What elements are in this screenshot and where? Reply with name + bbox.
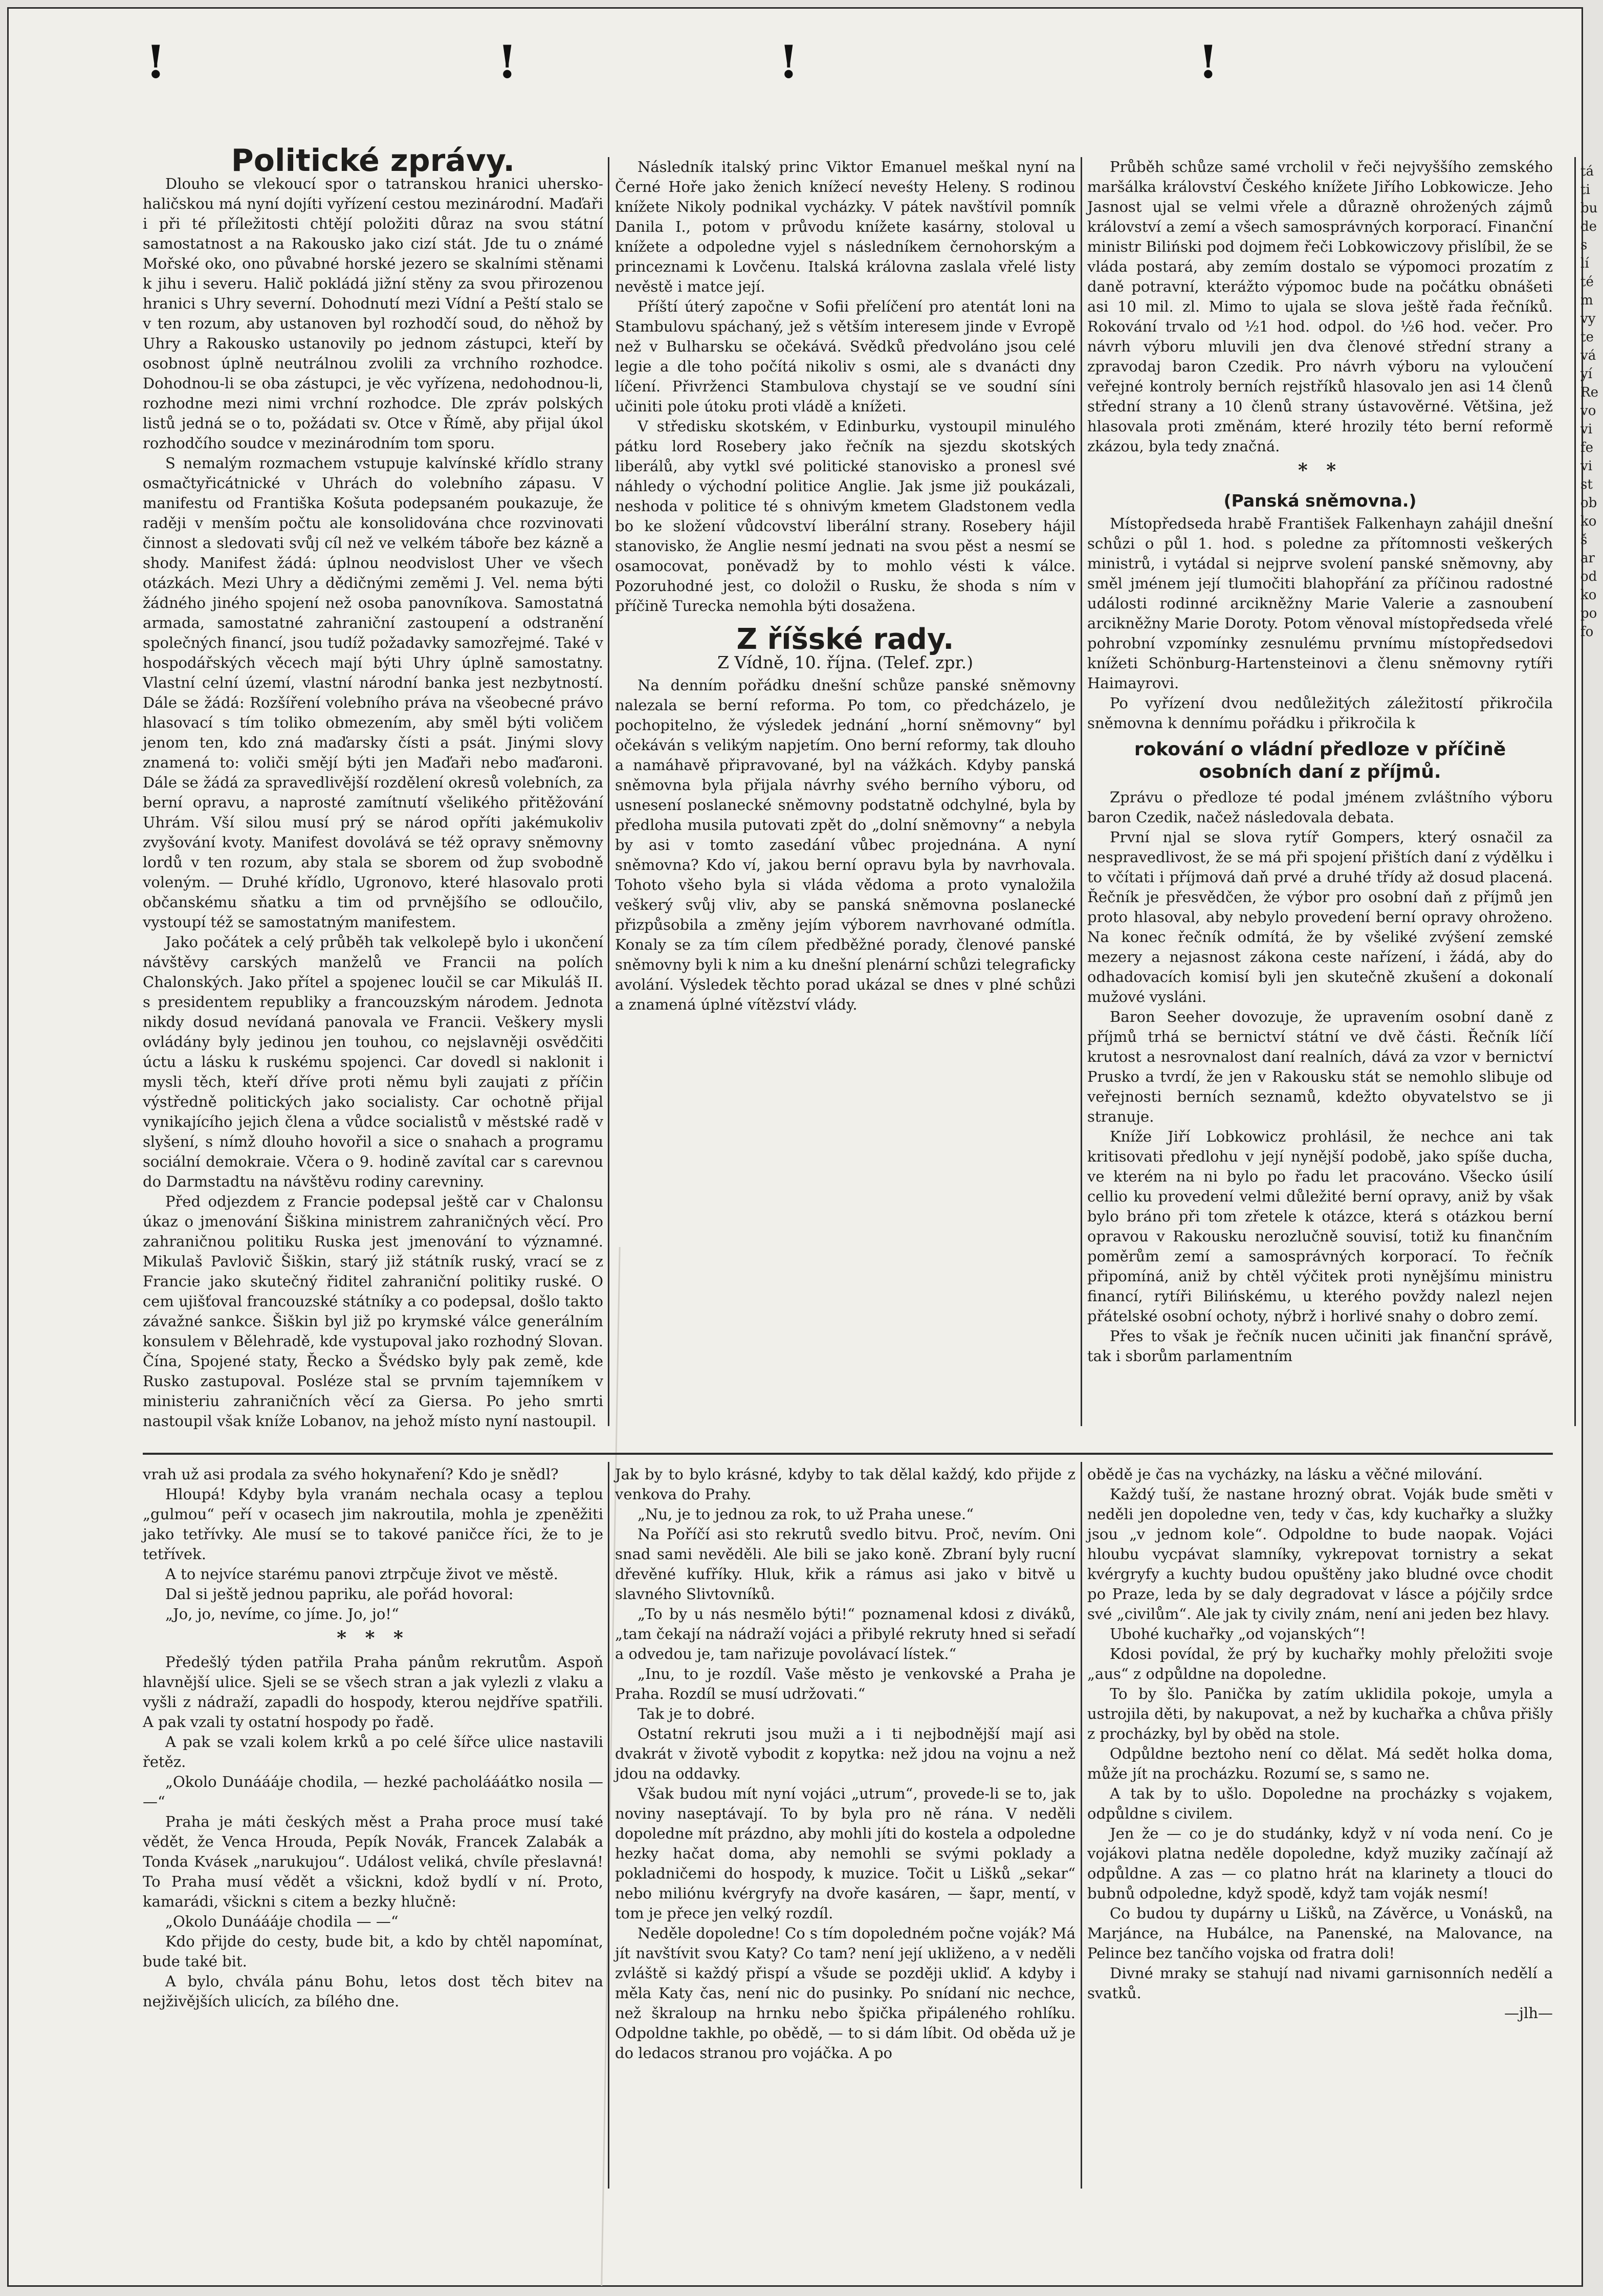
- feuilleton-paragraph: A bylo, chvála pánu Bohu, letos dost těch bitev na nejživějších ulicích, za bílého dne.: [143, 1973, 603, 2010]
- section-title-rise: Z říšské rady.: [736, 623, 954, 656]
- feuilleton-paragraph: vrah už asi prodala za svého hokynaření? Kdo je snědl?: [143, 1466, 559, 1483]
- feuilleton-paragraph: Hloupá! Kdyby byla vranám nechala ocasy a teplou „gulmou“ peří v ocasech jim nakroutila, mohla je zpeněžiti jako tetřívky. Ale musí se to takové paničce říci, že to je tetřívek.: [143, 1485, 603, 1563]
- print-mark: !: [1198, 35, 1218, 89]
- feuilleton-paragraph: Praha je máti českých měst a Praha proce musí také vědět, že Venca Hrouda, Pepík Novák, Francek Zalabák a Tonda Kvásek „narukujou“. Událost veliká, chvíle přeslavná! To Praha musí vědět a všickni, kdož bydlí v ní. Proto, kamarádi, všickni s citem a bezky hlučně:: [143, 1813, 603, 1910]
- feuilleton-paragraph: Na Poříčí asi sto rekrutů svedlo bitvu. Proč, nevím. Oni snad sami nevěděli. Ale bili se jako koně. Zbraní byly rucní dřevěné kufříky. Hluk, křik a rámus asi jako v bitvě u slavného Slivtovníků.: [615, 1525, 1075, 1603]
- article-paragraph: Jako počátek a celý průběh tak velkolepě bylo i ukončení návštěvy carských manželů ve Francii na polích Chalonských. Jako přítel a spojenec loučil se car Mikuláš II. s presidentem republiky a francouzským národem. Jednota nikdy dosud nevídaná panovala ve Francii. Veškery mysli ovládány byly jedinou jen touhou, co nejslavněji osvědčiti úctu a lásku k ruskému spojenci. Car dovedl si naklonit i mysli těch, kteří dříve proti němu byli zaujati z příčin výstředně politických jako socialisty. Car ochotně přijal vynikajícího jejich člena a vůdce socialistů v městské radě v slyšení, s nímž dlouho hovořil a sice o snahach a programu sociální demokraie. Včera o 9. hodině zavítal car s carevnou do Darmstadtu na návštěvu rodiny carevniny.: [143, 933, 603, 1190]
- feuilleton-column-1: [143, 1464, 603, 2191]
- feuilleton-paragraph: Kdosi povídal, že prý by kuchařky mohly přeložiti svoje „aus“ z odpůldne na dopoledne.: [1087, 1645, 1553, 1682]
- article-paragraph: Kníže Jiří Lobkowicz prohlásil, že nechce ani tak kritisovati předlohu v její nynější podobě, jako spíše ducha, ve kterém na ni bylo po řadu let pracováno. Všecko úsilí cellio ku provedení velmi důležité berní opravy, aniž by však bylo bráno při tom zřetele k otázce, která s otázkou berní opravou v Rakousku nerozlučně souvisí, totiž ku finančním poměrům zemí a samosprávných korporací. To řečník připomíná, aniž by chtěl výčitek proti nynějšímu ministru financí, rytíři Bilińskému, u kterého povždy nalezl nejen přátelské osobní ochoty, nýbrž i horlivé snahy o dobro zemí.: [1087, 1128, 1553, 1325]
- author-signature: —jlh—: [1504, 2004, 1553, 2022]
- article-paragraph: Následník italský princ Viktor Emanuel meškal nyní na Černé Hoře jako ženich knížecí neveśty Heleny. S rodinou knížete Nikoly podnikal vycházky. V pátek navštívil pomník Danila I., potom v průvodu knížete kasárny, stoloval u knížete a odpoledne vyjel s následníkem černohorským a princeznami k Lovčenu. Italská královna zaslala vřelé listy nevěstě i matce její.: [615, 158, 1075, 295]
- section-divider: * *: [1298, 460, 1343, 481]
- article-paragraph: Příští úterý započne v Sofii přelíčení pro atentát loni na Stambulovu spáchaný, jež s větším interesem jinde v Evropě než v Bulharsku se očekává. Svědků předvoláno jsou celé legie a dle toho počítá nikoliv s osmi, ale s dvanácti dny líčení. Přivrženci Stambulova chystají se ve soudní síni učiniti pole útoku proti vládě a knížeti.: [615, 298, 1075, 415]
- article-paragraph: Dlouho se vlekoucí spor o tatranskou hranici uhersko-haličskou má nyní dojíti vyřízení cestou mezinárodní. Maďaři i při té příležitosti chtějí položiti důraz na svou státní samostatnost a na Rakousko jako cizí stát. Jde tu o známé Mořské oko, ono půvabné horské jezero se skalními stěnami k jihu i severu. Halič pokládá jižní stěny za svou přirozenou hranici s Uhry severní. Dohodnutí mezi Vídní a Peští stalo se v ten rozum, aby ustanoven byl rozhodčí soud, do něhož by Uhry a Rakousko ustanovily po jednom zástupci, kteří by osobnost úplně neutrálnou zvolili za vrchního rozhodce. Dohodnou-li se oba zástupci, je věc vyřízena, nedohodnou-li, rozhodne mezi nimi vrchní rozhodce. Dle zpráv polských listů jedná se o to, požádati sv. Otce v Římě, aby přijal úkol rozhodčího soudce v mezinárodním tom sporu.: [143, 175, 603, 452]
- column-rule: [608, 157, 609, 1426]
- article-paragraph: Před odjezdem z Francie podepsal ještě car v Chalonsu úkaz o jmenování Šiškina ministrem zahraničných věcí. Pro zahraničnou politiku Ruska jest jmenování to významné. Mikulaš Pavlovič Šiškin, starý již státník ruský, vrací se z Francie jako skutečný řiditel zahraniční politiky ruské. O cem ujišťoval francouzské státníky a co podepsal, došlo takto závažné sankce. Šiškin byl již po krymské válce generálním konsulem v Bělehradě, kde vystupoval jako rozhodný Slovan. Čína, Spojené staty, Řecko a Švédsko byly pak země, kde Rusko zastupoval. Posléze stal se prvním tajemníkem v ministeriu zahraničních věcí za Giersa. Po jeho smrti nastoupil však kníže Lobanov, na jehož místo nyní nastoupil.: [143, 1193, 603, 1430]
- section-title-politicke: Politické zprávy.: [231, 143, 515, 179]
- print-mark: !: [779, 35, 799, 89]
- column-2: [615, 157, 1075, 1441]
- feuilleton-column-3: [1087, 1464, 1553, 2191]
- section-subtitle: rokování o vládní předloze v příčině osobních daní z příjmů.: [1134, 739, 1506, 782]
- feuilleton-paragraph: To by šlo. Panička by zatím uklidila pokoje, umyla a ustrojila děti, by nakupovat, a než by kuchařka a chůva přišly z procházky, byl by oběd na stole.: [1087, 1685, 1553, 1742]
- section-divider: * * *: [337, 1627, 409, 1649]
- article-paragraph: Místopředseda hrabě František Falkenhayn zahájil dnešní schůzi o půl 1. hod. s poledne za přítomnosti veškerých ministrů, i vytádal si nejprve svolení panské sněmovny, aby směl jménem její tlumočiti blahopřání za příčinou radostné události rodinné arcikněžny Marie Valerie a zasnoubení arcikněžny Marie Doroty. Potom věnoval místopředseda vřelé pohrobní vzpomínky zesnulému prvnímu místopředsedovi knížeti Schönburg-Hartensteinovi a členu sněmovny rytíři Haimayrovi.: [1087, 515, 1553, 692]
- feuilleton-paragraph: „Jo, jo, nevíme, co jíme. Jo, jo!“: [165, 1605, 399, 1623]
- newspaper-page: [7, 7, 1598, 2287]
- article-paragraph: Průběh schůze samé vrcholil v řeči nejvyššího zemského maršálka království Českého knížete Jiřího Lobkowicze. Jeho Jasnost ujal se velmi vřele a důrazně ohrožených zájmů království a zemí a všech samosprávných korporací. Finanční ministr Biliński pod dojmem řeči Lobkowiczovy přislíbil, že se vláda postará, aby zemím dostalo se výpomoci prozatím z daně potravní, kterážto výpomoc bude na počátku obnášeti asi 10 mil. zl. Mimo to ujala se slova ještě řada řečníků. Rokování trvalo od ½1 hod. odpol. do ½6 hod. večer. Pro návrh výboru mluvili jen dva členové střední strany a zpravodaj baron Czedik. Pro návrh výboru na vyloučení veřejné kontroly berních rejstříků hlasovalo jen asi 14 členů střední strany a 10 členů strany ústavověrné. Většina, jež hlasovala proti změnám, které hrozily této berní reformě zkázou, byla tedy značná.: [1087, 158, 1553, 455]
- article-paragraph: Po vyřízení dvou nedůležitých záležitostí přikročila sněmovna k dennímu pořádku i přikročila k: [1087, 694, 1553, 732]
- feuilleton-paragraph: A pak se vzali kolem krků a po celé šířce ulice nastavili řetěz.: [143, 1733, 603, 1770]
- column-rule: [608, 1462, 609, 2189]
- feuilleton-paragraph: A to nejvíce starému panovi ztrpčuje život ve městě.: [165, 1565, 558, 1583]
- column-1: [143, 143, 603, 1447]
- feuilleton-paragraph: Co budou ty dupárny u Lišků, na Závěrce, u Vonásků, na Marjánce, na Hubálce, na Panenské, na Malovance, na Pelince bez tančího vojska od fratra doli!: [1087, 1905, 1553, 1962]
- feuilleton-paragraph: Divné mraky se stahují nad nivami garnisonních nedělí a svatků.: [1087, 1964, 1553, 2002]
- feuilleton-column-2: [615, 1464, 1075, 2191]
- feuilleton-paragraph: Předešlý týden patřila Praha pánům rekrutům. Aspoň hlavnější ulice. Sjeli se se všech stran a jak vylezli z vlaku a vyšli z nádraží, zapadli do hospody, kterou nejdříve spatřili. A pak vzali ty ostatní hospody po řadě.: [143, 1653, 603, 1731]
- adjacent-column-fragment: tá ti bu de s lí té m vy te vá yí Re vo vi fe vi st ob ko š ar od ko po fo: [1580, 164, 1598, 640]
- feuilleton-paragraph: Tak je to dobré.: [638, 1705, 755, 1722]
- feuilleton-paragraph: „Okolo Dunáááje chodila, — hezké pacholááátko nosila — —“: [143, 1773, 603, 1810]
- feuilleton-separator: [143, 1453, 1553, 1455]
- dateline: Z Vídně, 10. října. (Telef. zpr.): [717, 652, 974, 672]
- column-rule: [1081, 1462, 1082, 2189]
- article-paragraph: V středisku skotském, v Edinburku, vystoupil minulého pátku lord Rosebery jako řečník na sjezdu skotských liberálů, aby vytkl své politické stanovisko a pronesl své náhledy o východní politice Anglie. Jak jsme již poukázali, neshoda v politice té s ohnivým kmetem Gladstonem vedla bo ke složení vůdcovství liberální strany. Rosebery hájil stanovisko, že Anglie nesmí jednati na svou pěst a nesmí se osamocovat, poněvadž by to mohlo vésti k válce. Pozoruhodné jest, co doložil o Rusku, že shoda s ním v příčině Turecka nemohla býti dosažena.: [615, 418, 1075, 615]
- feuilleton-paragraph: „Nu, je to jednou za rok, to už Praha unese.“: [638, 1505, 974, 1523]
- feuilleton-paragraph: obědě je čas na vycházky, na lásku a věčné milování.: [1087, 1466, 1483, 1483]
- article-paragraph: Přes to však je řečník nucen učiniti jak finanční správě, tak i sborům parlamentním: [1087, 1327, 1553, 1365]
- feuilleton-paragraph: Kdo přijde do cesty, bude bit, a kdo by chtěl napomínat, bude také bit.: [143, 1933, 603, 1970]
- article-paragraph: Baron Seeher dovozuje, že upravením osobní daně z příjmů trhá se bernictví státní ve dvě části. Řečník líčí krutost a nesrovnalost daní realních, dává za vzor v bernictví Prusko a tvrdí, že jen v Rakousku stát se nemohlo slibuje od veřejnosti berních seznamů, kdežto obyvatelstvo se ji stranuje.: [1087, 1008, 1553, 1125]
- feuilleton-paragraph: Ubohé kuchařky „od vojanských“!: [1110, 1625, 1366, 1643]
- feuilleton-paragraph: Dal si ještě jednou papriku, ale pořád hovoral:: [165, 1585, 514, 1603]
- article-paragraph: S nemalým rozmachem vstupuje kalvínské křídlo strany osmačtyřicátnické v Uhrách do volebního zápasu. V manifestu od Františka Košuta podepsaném poukazuje, že raději v menším počtu ale konsolidována chce rozvinovati činnost a sledovati svůj cíl než ve velkém táboře bez kázně a shody. Manifest žádá: úplnou neodvislost Uher ve všech otázkách. Mezi Uhry a dědičnými zeměmi J. Vel. nema býti žádného jiného spojení než osoba panovníkova. Samostatná armada, samostatné zahraniční zastoupení a odstranění společných financí, jsou tudíž požadavky samozřejmé. Také v hospodářských věcech mají býti Uhry úplně samostatny. Vlastní celní území, vlastní národní banka jest nezbytností. Dále se žádá: Rozšíření volebního práva na všeobecné právo hlasovací s tím toliko obmezením, aby směl býti voličem jenom ten, kdo zná maďarsky čísti a psát. Jinými slovy znamená to: voliči smějí býti jen Maďaři nebo maďaroni. Dále se žádá za spravedlivější rozdělení okresů volebních, za berní opravu, a naprosté zamítnutí všelikého přitěžování Uhrám. Vší silou musí prý se národ opříti jakémukoliv zvyšování kvoty. Manifest dovolává se též opravy sněmovny lordů v ten rozum, aby stala se sborem od žup svobodně voleným. — Druhé křídlo, Ugronovo, které hlasovalo proti občanskému sňatku a tim od prvnějšího se odloučilo, vystoupí též se samostatným manifestem.: [143, 454, 603, 931]
- section-title-panska: (Panská sněmovna.): [1223, 491, 1417, 511]
- feuilleton-paragraph: Jen že — co je do studánky, když v ní voda není. Co je vojákovi platna neděle dopoledne, když muziky začínají až odpůldne. A zas — co platno hrát na klarinety a tlouci do bubnů odpoledne, když spodě, když tam voják nesmí!: [1087, 1825, 1553, 1902]
- column-3: [1087, 157, 1553, 1441]
- feuilleton-paragraph: Odpůldne beztoho není co dělat. Má sedět holka doma, může jít na procházku. Rozumí se, s samo ne.: [1087, 1745, 1553, 1782]
- feuilleton-paragraph: Každý tuší, že nastane hrozný obrat. Voják bude směti v neděli jen dopoledne ven, tedy v čas, kdy kuchařky a služky jsou „v jednom kole“. Odpoldne to bude naopak. Vojáci hloubu vycpávat slamníky, vykrepovat tornistry a sekat kvérgryfy a kuchty budou opuštěny jako bludné ovce chodit po Praze, leda by se daly degradovat v lásce a pójčily srdce své „civilům“. Ale jak ty civily znám, není ani jeden bez hlavy.: [1087, 1485, 1553, 1623]
- feuilleton-paragraph: „Okolo Dunáááje chodila — —“: [165, 1913, 399, 1930]
- print-mark: !: [497, 35, 517, 89]
- feuilleton-paragraph: „Inu, to je rozdíl. Vaše město je venkovské a Praha je Praha. Rozdíl se musí udržovati.“: [615, 1665, 1075, 1702]
- feuilleton-paragraph: Neděle dopoledne! Co s tím dopoledném počne voják? Má jít navštívit svou Katy? Co tam? není její ukliženo, a v neděli zvláště si každý přispí a všude se později ukliď. A kdyby i měla Katy čas, není nic do pusinky. Po snídaní nic nechce, než škraloup na hrnku nebo špička připáleného rohlíku. Odpoldne takhle, po obědě, — to si dám líbit. Od oběda už je do ledacos stranou pro vojáčka. A po: [615, 1925, 1075, 2062]
- feuilleton-paragraph: Ostatní rekruti jsou muži a i ti nejbodnější mají asi dvakrát v životě vybodit z kopytka: než jdou na vojnu a než jdou na oddavky.: [615, 1725, 1075, 1782]
- column-rule: [1574, 157, 1576, 1426]
- article-paragraph: Zprávu o předloze té podal jménem zvláštního výboru baron Czedik, načež následovala debata.: [1087, 789, 1553, 826]
- article-paragraph: První njal se slova rytíř Gompers, který osnačil za nespravedlivost, že se má při spojení přištích daní z výdělku i to včítati i příjmová daň prvé a druhé třídy až dosud placená. Řečník je přesvědčen, že výbor pro osobní daň z příjmů jen proto hlasoval, aby nebylo provedení berní opravy ohroženo. Na konec řečník odmítá, že by všeliké zvýšení zemské mezery a nejasnost zákona ceste nařízení, i žádá, aby do odhadovacích komisí byli jen skutečně zkušení a dokonalí mužové vysláni.: [1087, 828, 1553, 1005]
- feuilleton-paragraph: Však budou mít nyní vojáci „utrum“, provede-li se to, jak noviny naseptávají. To by byla pro ně rána. V neděli dopoledne mít prázdno, aby mohli jíti do kostela a odpoledne hezky hačat doma, aby nemohli se svými poklady a pokladničemi do hospody, k muzice. Točit u Lišků „sekar“ nebo miliónu kvérgryfy na dvoře kasáren, — šapr, mentí, v tom je přece jen velký rozdíl.: [615, 1785, 1075, 1922]
- feuilleton-paragraph: „To by u nás nesmělo býti!“ poznamenal kdosi z diváků, „tam čekají na nádraží vojáci a přibylé rekruty hned si seřadí a odvedou je, tam nařizuje povolávací lístek.“: [615, 1605, 1075, 1663]
- feuilleton-paragraph: Jak by to bylo krásné, kdyby to tak dělal každý, kdo přijde z venkova do Prahy.: [615, 1466, 1075, 1503]
- column-rule: [1081, 157, 1082, 1426]
- print-mark: !: [146, 35, 166, 89]
- article-paragraph: Na denním pořádku dnešní schůze panské sněmovny nalezala se berní reforma. Po tom, co předcházelo, je pochopitelno, že výsledek jednání „horní sněmovny“ byl očekáván s velikým napjetím. Ono berní reformy, tak dlouho a namáhavě připravované, byl na vážkách. Kdyby panská sněmovna byla přijala návrhy svého berního výboru, od usnesení poslanecké sněmovny podstatně odchylné, byla by předloha musila putovati zpět do „dolní sněmovny“ a nebyla by asi v tomto zasedání vůbec projednána. A nyní sněmovna? Kdo ví, jakou berní opravu byla by navrhovala. Tohoto všeho byla si vláda vědoma a proto vynaložila veškerý svůj vliv, aby se panská sněmovna poslanecké přizpůsobila a změny jejím výborem navrhované odmítla. Konaly se za tím cílem předběžné porady, členové panské sněmovny byli k nim a ku dnešní plenární schůzi telegraficky avolání. Výsledek těchto porad ukázal se dnes v plné schůzi a znamená úplné vítězství vlády.: [615, 676, 1075, 1013]
- feuilleton-paragraph: A tak by to ušlo. Dopoledne na procházky s vojakem, odpůldne s civilem.: [1087, 1785, 1553, 1822]
